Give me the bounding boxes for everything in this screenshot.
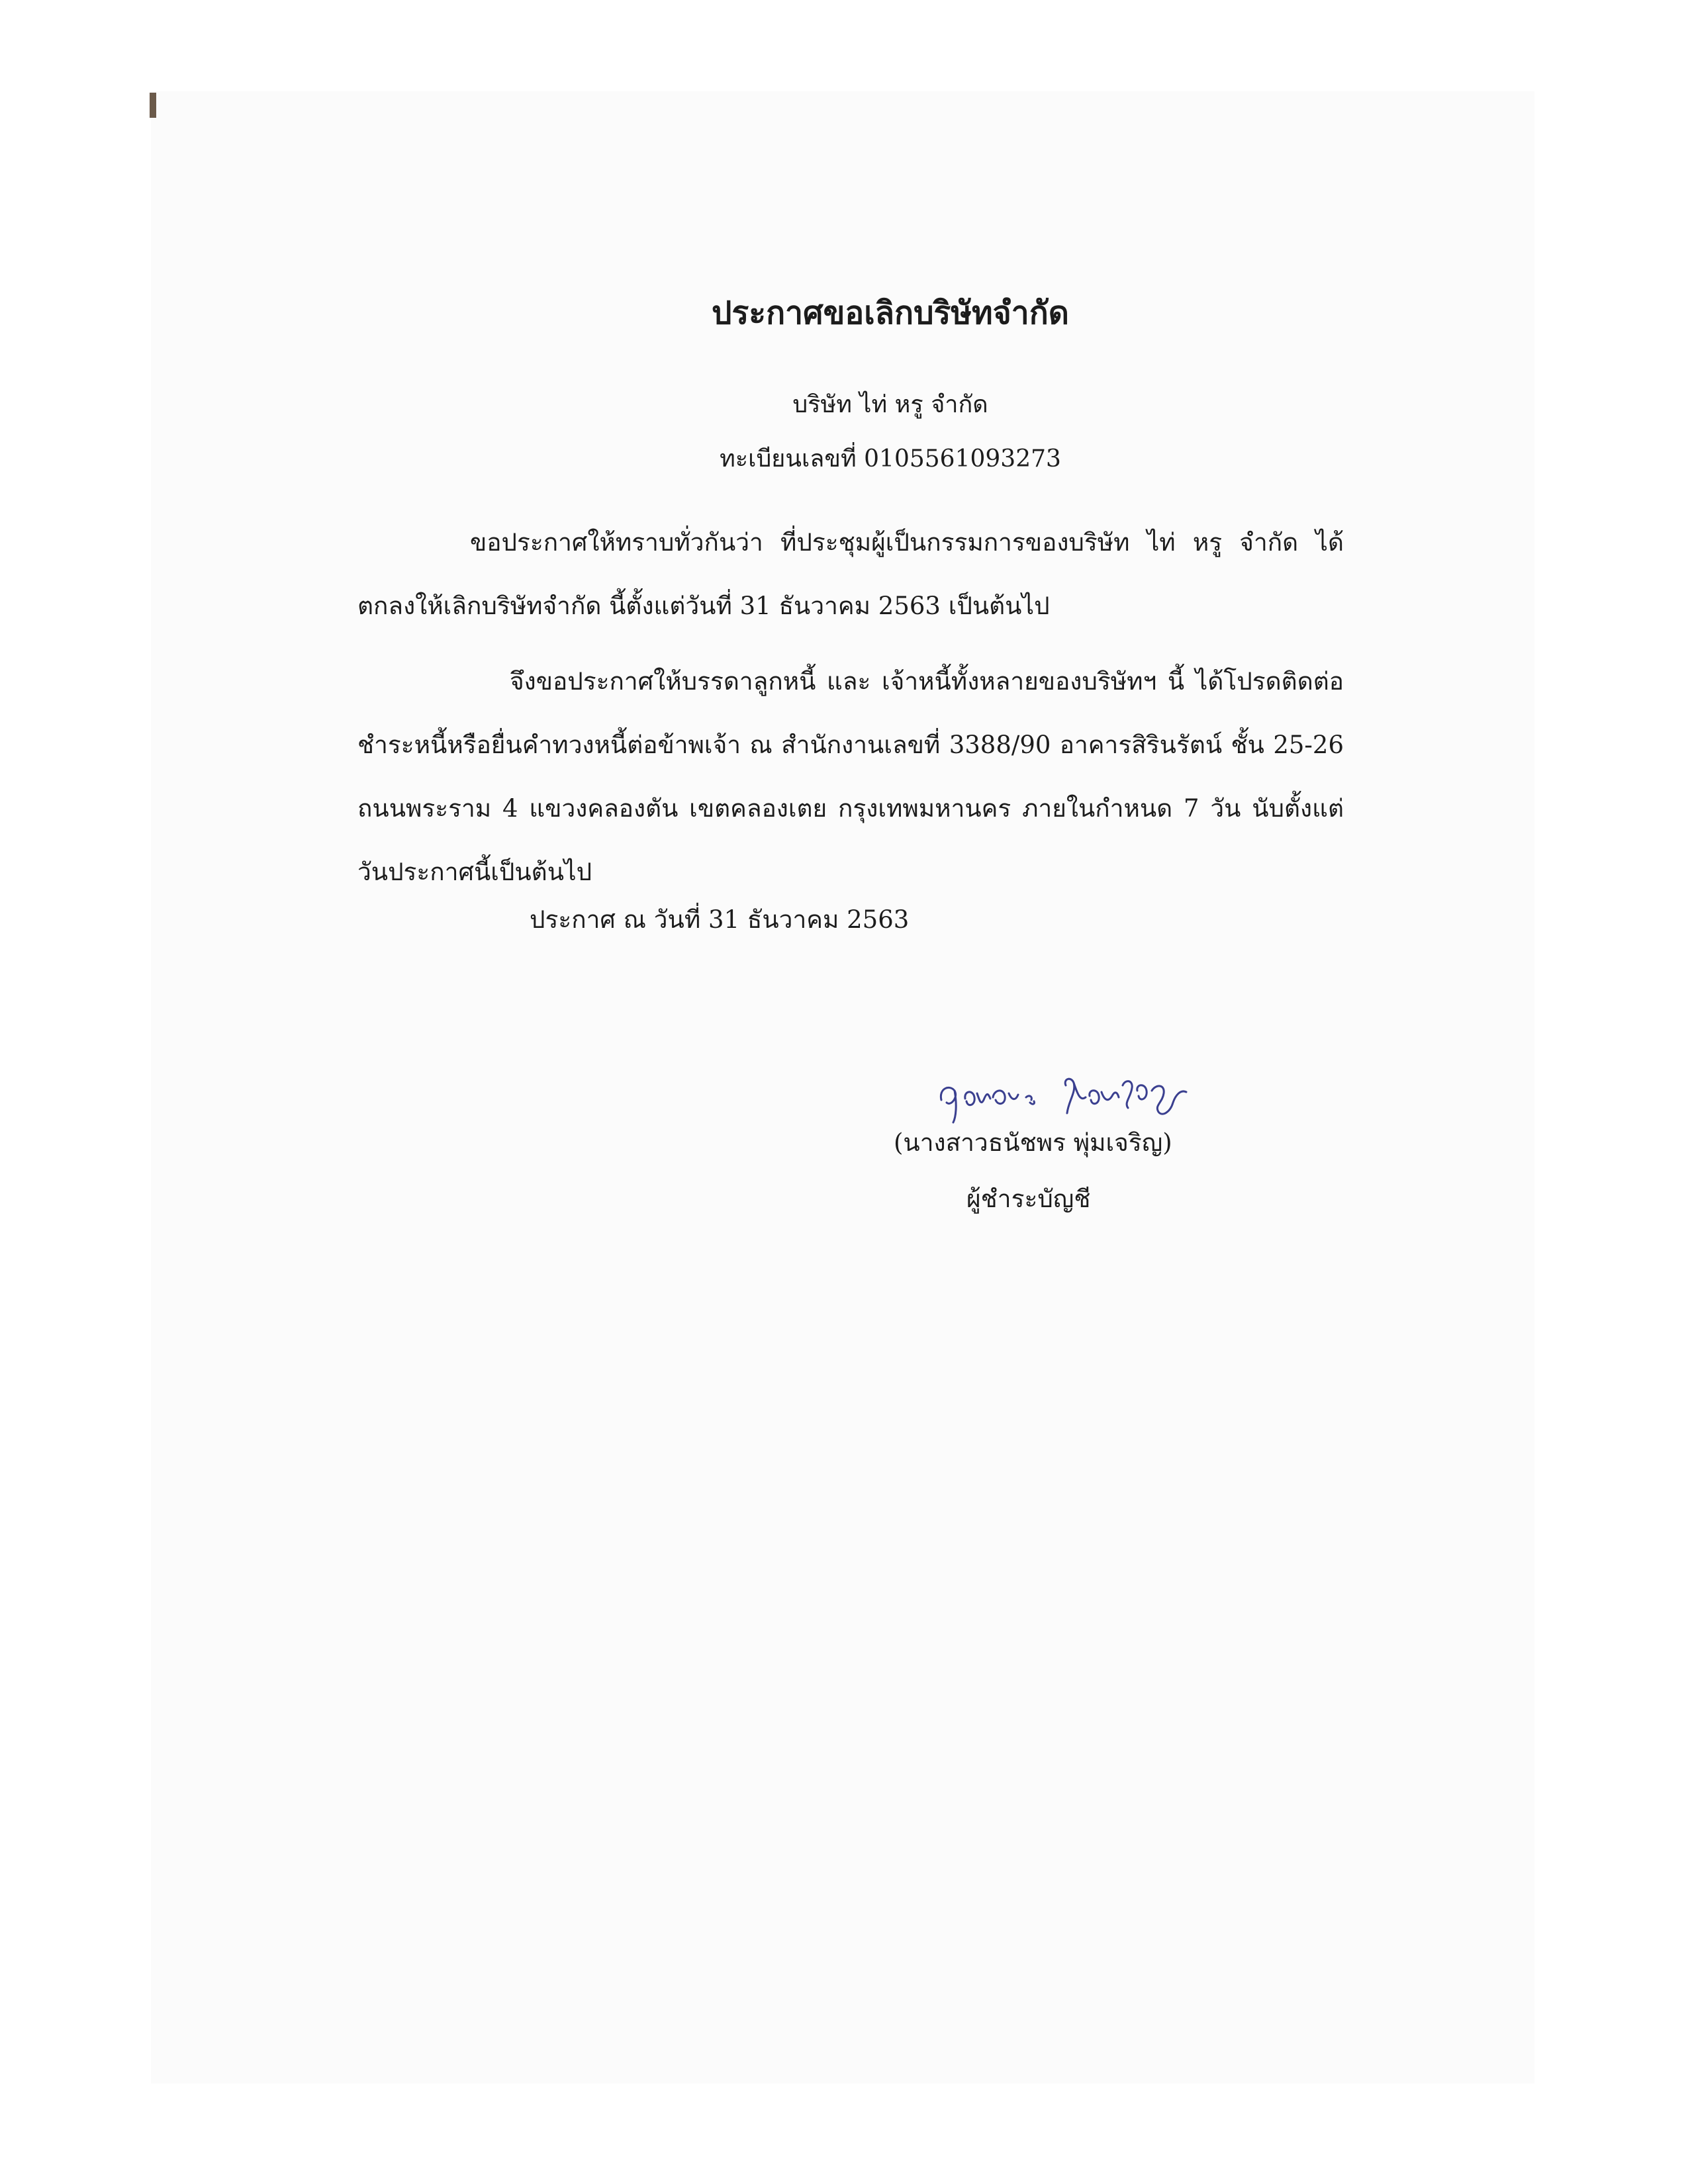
registration-number: ทะเบียนเลขที่ 0105561093273 [720,445,1061,473]
scan-edge-mark [150,93,156,118]
signer-role: ผู้ชำระบัญชี [966,1185,1091,1213]
dissolution-paragraph: ขอประกาศให้ทราบทั่วกันว่า ที่ประชุมผู้เป็นกรรมการของบริษัท ไท่ หรู จำกัด ได้ตกลงให้เลิกบริษัทจำกัด นี้ตั้งแต่วันที่ 31 ธันวาคม 2563 เป็นต้นไป [357,528,1344,620]
announcement-date: ประกาศ ณ วันที่ 31 ธันวาคม 2563 [530,905,910,934]
signer-name: (นางสาวธนัชพร พุ่มเจริญ) [894,1128,1172,1157]
handwritten-signature [927,1059,1205,1132]
company-name: บริษัท ไท่ หรู จำกัด [792,391,988,418]
document-title: ประกาศขอเลิกบริษัทจำกัด [712,295,1069,332]
creditor-notice-paragraph: จึงขอประกาศให้บรรดาลูกหนี้ และ เจ้าหนี้ทั้งหลายของบริษัทฯ นี้ ได้โปรดติดต่อชำระหนี้หรือยื่นคำทวงหนี้ต่อข้าพเจ้า ณ สำนักงานเลขที่ 3388/90 อาคารสิรินรัตน์ ชั้น 25-26 ถนนพระราม 4 แขวงคลองตัน เขตคลองเตย กรุงเทพมหานคร ภายในกำหนด 7 วัน นับตั้งแต่วันประกาศนี้เป็นต้นไป [357,667,1344,886]
